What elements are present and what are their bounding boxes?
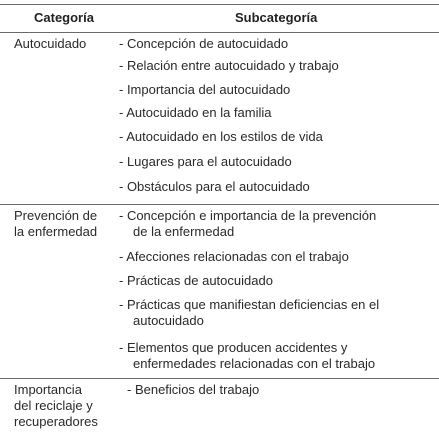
subcategory-item: - Autocuidado en los estilos de vida <box>119 129 323 144</box>
category-cell: la enfermedad <box>14 224 98 239</box>
category-cell: Prevención de <box>14 208 98 223</box>
subcategory-item: - Obstáculos para el autocuidado <box>119 179 310 194</box>
subcategory-item: - Afecciones relacionadas con el trabajo <box>119 249 349 264</box>
subcategory-item-continuation: autocuidado <box>133 313 204 328</box>
row-divider <box>0 378 439 379</box>
subcategory-item: - Autocuidado en la familia <box>119 105 272 120</box>
subcategory-item: - Concepción de autocuidado <box>119 36 289 51</box>
header-rule <box>0 32 439 33</box>
subcategory-item: - Lugares para el autocuidado <box>119 154 292 169</box>
subcategory-item: - Relación entre autocuidado y trabajo <box>119 58 339 73</box>
row-divider <box>0 204 439 205</box>
subcategory-item: - Concepción e importancia de la prevención <box>119 208 377 223</box>
top-rule <box>0 4 439 5</box>
subcategory-item: - Prácticas que manifiestan deficiencias en el <box>119 297 380 312</box>
subcategory-item-continuation: enfermedades relacionadas con el trabajo <box>133 356 376 371</box>
subcategory-item: - Importancia del autocuidado <box>119 82 291 97</box>
category-cell: Importancia <box>14 382 82 397</box>
header-subcategory: Subcategoría <box>235 10 318 25</box>
subcategory-item: - Beneficios del trabajo <box>127 382 260 397</box>
header-category: Categoría <box>34 10 94 25</box>
category-cell: Autocuidado <box>14 36 87 51</box>
category-cell: del reciclaje y <box>14 398 93 413</box>
subcategory-item-continuation: de la enfermedad <box>133 224 235 239</box>
category-cell: recuperadores <box>14 414 98 429</box>
subcategory-item: - Prácticas de autocuidado <box>119 273 273 288</box>
subcategory-item: - Elementos que producen accidentes y <box>119 340 348 355</box>
